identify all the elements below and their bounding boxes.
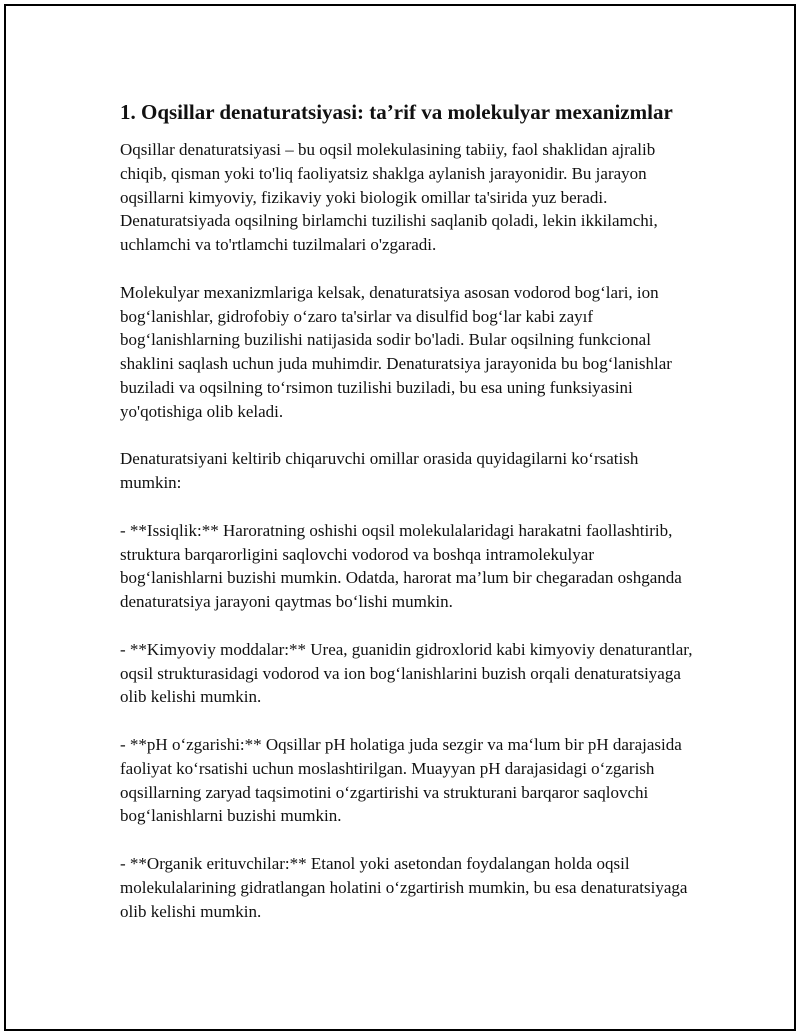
- document-body: [120, 98, 700, 947]
- list-item-ph-change: - **pH o‘zgarishi:** Oqsillar pH holatiga juda sezgir va ma‘lum bir pH darajasida faoliyat ko‘rsatishi uchun moslashtirilgan. Muayyan pH darajasidagi o‘zgarish oqsillarning zaryad taqsimotini o‘zgartirishi va strukturani barqaror saqlovchi bog‘lanishlarni buzishi mumkin.: [120, 734, 682, 826]
- list-item-chemicals: - **Kimyoviy moddalar:** Urea, guanidin gidroxlorid kabi kimyoviy denaturantlar, oqsil strukturasidagi vodorod va ion bog‘lanishlarini buzish orqali denaturatsiyaga olib kelishi mumkin.: [120, 639, 693, 707]
- paragraph-mechanisms: Molekulyar mexanizmlariga kelsak, denaturatsiya asosan vodorod bog‘lari, ion bog‘lanishlar, gidrofobiy o‘zaro ta'sirlar va disulfid bog‘lar kabi zayıf bog‘lanishlarning buzilishi natijasida sodir bo'ladi. Bular oqsilning funkcional shaklini saqlash uchun juda muhimdir. Denaturatsiya jarayonida bu bog‘lanishlar buziladi va oqsilning to‘rsimon tuzilishi buziladi, bu esa uning funksiyasini yo'qotishiga olib keladi.: [120, 282, 672, 421]
- page-frame: [4, 4, 796, 1031]
- list-item-heat: - **Issiqlik:** Haroratning oshishi oqsil molekulalaridagi harakatni faollashtirib, struktura barqarorligini saqlovchi vodorod va boshqa intramolekulyar bog‘lanishlarni buzishi mumkin. Odatda, harorat ma’lum bir chegaradan oshganda denaturatsiya jarayoni qaytmas bo‘lishi mumkin.: [120, 520, 682, 612]
- list-item-organic-solvents: - **Organik erituvchilar:** Etanol yoki asetondan foydalangan holda oqsil molekulalarining gidratlangan holatini o‘zgartirish mumkin, bu esa denaturatsiyaga olib kelishi mumkin.: [120, 853, 688, 921]
- paragraph-factors-intro: Denaturatsiyani keltirib chiqaruvchi omillar orasida quyidagilarni ko‘rsatish mumkin:: [120, 449, 639, 493]
- section-heading: 1. Oqsillar denaturatsiyasi: ta’rif va molekulyar mexanizmlar: [120, 100, 673, 124]
- paragraph-definition: Oqsillar denaturatsiyasi – bu oqsil molekulasining tabiiy, faol shaklidan ajralib chiqib, qisman yoki to'liq faoliyatsiz shaklga aylanish jarayonidir. Bu jarayon oqsillarni kimyoviy, fizikaviy yoki biologik omillar ta'sirida yuz beradi. Denaturatsiyada oqsilning birlamchi tuzilishi saqlanib qoladi, lekin ikkilamchi, uchlamchi va to'rtlamchi tuzilmalari o'zgaradi.: [120, 140, 658, 255]
